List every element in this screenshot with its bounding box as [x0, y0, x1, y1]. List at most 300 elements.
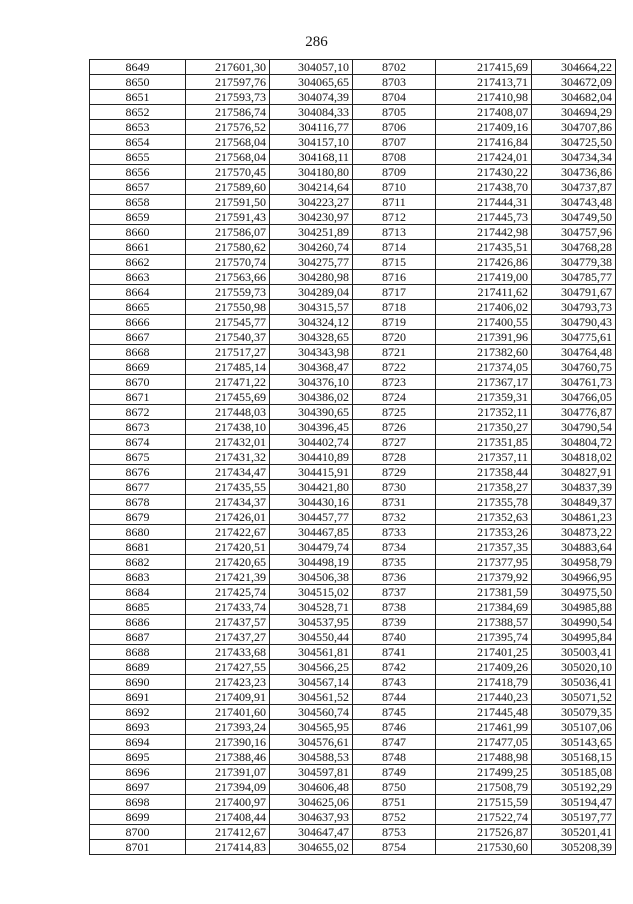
- x-coordinate-cell: 217440,23: [436, 690, 532, 705]
- y-coordinate-cell: 304793,73: [532, 300, 616, 315]
- point-number-cell: 8666: [90, 315, 186, 330]
- table-row: [90, 690, 616, 705]
- y-coordinate-cell: 305071,52: [532, 690, 616, 705]
- y-coordinate-cell: 304467,85: [270, 525, 353, 540]
- x-coordinate-cell: 217586,07: [186, 225, 270, 240]
- point-number-cell: 8698: [90, 795, 186, 810]
- point-number-cell: 8711: [353, 195, 436, 210]
- y-coordinate-cell: 304655,02: [270, 840, 353, 855]
- y-coordinate-cell: 304682,04: [532, 90, 616, 105]
- x-coordinate-cell: 217426,86: [436, 255, 532, 270]
- y-coordinate-cell: 304343,98: [270, 345, 353, 360]
- point-number-cell: 8691: [90, 690, 186, 705]
- point-number-cell: 8701: [90, 840, 186, 855]
- point-number-cell: 8663: [90, 270, 186, 285]
- point-number-cell: 8649: [90, 60, 186, 75]
- y-coordinate-cell: 304804,72: [532, 435, 616, 450]
- table-row: [90, 360, 616, 375]
- x-coordinate-cell: 217438,10: [186, 420, 270, 435]
- x-coordinate-cell: 217437,27: [186, 630, 270, 645]
- point-number-cell: 8720: [353, 330, 436, 345]
- y-coordinate-cell: 304664,22: [532, 60, 616, 75]
- point-number-cell: 8672: [90, 405, 186, 420]
- x-coordinate-cell: 217388,46: [186, 750, 270, 765]
- y-coordinate-cell: 304561,81: [270, 645, 353, 660]
- x-coordinate-cell: 217425,74: [186, 585, 270, 600]
- y-coordinate-cell: 304743,48: [532, 195, 616, 210]
- x-coordinate-cell: 217426,01: [186, 510, 270, 525]
- y-coordinate-cell: 304324,12: [270, 315, 353, 330]
- table-row: [90, 765, 616, 780]
- x-coordinate-cell: 217388,57: [436, 615, 532, 630]
- table-row: [90, 405, 616, 420]
- y-coordinate-cell: 304647,47: [270, 825, 353, 840]
- y-coordinate-cell: 304223,27: [270, 195, 353, 210]
- x-coordinate-cell: 217413,71: [436, 75, 532, 90]
- point-number-cell: 8722: [353, 360, 436, 375]
- x-coordinate-cell: 217410,98: [436, 90, 532, 105]
- point-number-cell: 8658: [90, 195, 186, 210]
- x-coordinate-cell: 217570,74: [186, 255, 270, 270]
- point-number-cell: 8731: [353, 495, 436, 510]
- x-coordinate-cell: 217432,01: [186, 435, 270, 450]
- point-number-cell: 8744: [353, 690, 436, 705]
- point-number-cell: 8684: [90, 585, 186, 600]
- x-coordinate-cell: 217351,85: [436, 435, 532, 450]
- x-coordinate-cell: 217488,98: [436, 750, 532, 765]
- y-coordinate-cell: 304757,96: [532, 225, 616, 240]
- point-number-cell: 8738: [353, 600, 436, 615]
- point-number-cell: 8656: [90, 165, 186, 180]
- y-coordinate-cell: 305197,77: [532, 810, 616, 825]
- y-coordinate-cell: 304768,28: [532, 240, 616, 255]
- point-number-cell: 8747: [353, 735, 436, 750]
- x-coordinate-cell: 217381,59: [436, 585, 532, 600]
- x-coordinate-cell: 217601,30: [186, 60, 270, 75]
- table-row: [90, 435, 616, 450]
- x-coordinate-cell: 217382,60: [436, 345, 532, 360]
- point-number-cell: 8678: [90, 495, 186, 510]
- point-number-cell: 8683: [90, 570, 186, 585]
- point-number-cell: 8669: [90, 360, 186, 375]
- point-number-cell: 8739: [353, 615, 436, 630]
- table-row: [90, 75, 616, 90]
- y-coordinate-cell: 304737,87: [532, 180, 616, 195]
- point-number-cell: 8723: [353, 375, 436, 390]
- point-number-cell: 8673: [90, 420, 186, 435]
- table-row: [90, 810, 616, 825]
- y-coordinate-cell: 304315,57: [270, 300, 353, 315]
- x-coordinate-cell: 217508,79: [436, 780, 532, 795]
- x-coordinate-cell: 217530,60: [436, 840, 532, 855]
- point-number-cell: 8709: [353, 165, 436, 180]
- page-number: 286: [305, 34, 328, 50]
- y-coordinate-cell: 304749,50: [532, 210, 616, 225]
- x-coordinate-cell: 217401,25: [436, 645, 532, 660]
- point-number-cell: 8721: [353, 345, 436, 360]
- x-coordinate-cell: 217445,48: [436, 705, 532, 720]
- y-coordinate-cell: 304275,77: [270, 255, 353, 270]
- x-coordinate-cell: 217563,66: [186, 270, 270, 285]
- point-number-cell: 8725: [353, 405, 436, 420]
- y-coordinate-cell: 304785,77: [532, 270, 616, 285]
- point-number-cell: 8667: [90, 330, 186, 345]
- x-coordinate-cell: 217412,67: [186, 825, 270, 840]
- x-coordinate-cell: 217437,57: [186, 615, 270, 630]
- table-row: [90, 135, 616, 150]
- y-coordinate-cell: 304537,95: [270, 615, 353, 630]
- x-coordinate-cell: 217442,98: [436, 225, 532, 240]
- point-number-cell: 8743: [353, 675, 436, 690]
- y-coordinate-cell: 305107,06: [532, 720, 616, 735]
- y-coordinate-cell: 304402,74: [270, 435, 353, 450]
- y-coordinate-cell: 304588,53: [270, 750, 353, 765]
- point-number-cell: 8748: [353, 750, 436, 765]
- table-row: [90, 60, 616, 75]
- table-row: [90, 660, 616, 675]
- x-coordinate-cell: 217424,01: [436, 150, 532, 165]
- y-coordinate-cell: 304421,80: [270, 480, 353, 495]
- point-number-cell: 8699: [90, 810, 186, 825]
- x-coordinate-cell: 217408,44: [186, 810, 270, 825]
- point-number-cell: 8659: [90, 210, 186, 225]
- point-number-cell: 8703: [353, 75, 436, 90]
- point-number-cell: 8700: [90, 825, 186, 840]
- x-coordinate-cell: 217517,27: [186, 345, 270, 360]
- table-row: [90, 570, 616, 585]
- table-row: [90, 555, 616, 570]
- x-coordinate-cell: 217395,74: [436, 630, 532, 645]
- y-coordinate-cell: 304214,64: [270, 180, 353, 195]
- x-coordinate-cell: 217570,45: [186, 165, 270, 180]
- x-coordinate-cell: 217355,78: [436, 495, 532, 510]
- x-coordinate-cell: 217580,62: [186, 240, 270, 255]
- table-row: [90, 300, 616, 315]
- x-coordinate-cell: 217350,27: [436, 420, 532, 435]
- x-coordinate-cell: 217433,74: [186, 600, 270, 615]
- point-number-cell: 8686: [90, 615, 186, 630]
- point-number-cell: 8707: [353, 135, 436, 150]
- point-number-cell: 8702: [353, 60, 436, 75]
- point-number-cell: 8751: [353, 795, 436, 810]
- point-number-cell: 8697: [90, 780, 186, 795]
- coordinates-table: [89, 59, 616, 855]
- y-coordinate-cell: 304736,86: [532, 165, 616, 180]
- x-coordinate-cell: 217427,55: [186, 660, 270, 675]
- x-coordinate-cell: 217411,62: [436, 285, 532, 300]
- x-coordinate-cell: 217377,95: [436, 555, 532, 570]
- point-number-cell: 8694: [90, 735, 186, 750]
- x-coordinate-cell: 217419,00: [436, 270, 532, 285]
- point-number-cell: 8706: [353, 120, 436, 135]
- y-coordinate-cell: 304637,93: [270, 810, 353, 825]
- table-row: [90, 255, 616, 270]
- point-number-cell: 8668: [90, 345, 186, 360]
- y-coordinate-cell: 304506,38: [270, 570, 353, 585]
- y-coordinate-cell: 304818,02: [532, 450, 616, 465]
- x-coordinate-cell: 217435,55: [186, 480, 270, 495]
- y-coordinate-cell: 305192,29: [532, 780, 616, 795]
- point-number-cell: 8712: [353, 210, 436, 225]
- x-coordinate-cell: 217409,91: [186, 690, 270, 705]
- point-number-cell: 8752: [353, 810, 436, 825]
- y-coordinate-cell: 305079,35: [532, 705, 616, 720]
- x-coordinate-cell: 217390,16: [186, 735, 270, 750]
- y-coordinate-cell: 304561,52: [270, 690, 353, 705]
- x-coordinate-cell: 217593,73: [186, 90, 270, 105]
- table-row: [90, 795, 616, 810]
- point-number-cell: 8695: [90, 750, 186, 765]
- table-row: [90, 105, 616, 120]
- table-row: [90, 735, 616, 750]
- table-row: [90, 540, 616, 555]
- y-coordinate-cell: 305201,41: [532, 825, 616, 840]
- y-coordinate-cell: 304966,95: [532, 570, 616, 585]
- point-number-cell: 8651: [90, 90, 186, 105]
- point-number-cell: 8705: [353, 105, 436, 120]
- x-coordinate-cell: 217384,69: [436, 600, 532, 615]
- y-coordinate-cell: 304498,19: [270, 555, 353, 570]
- point-number-cell: 8750: [353, 780, 436, 795]
- point-number-cell: 8713: [353, 225, 436, 240]
- y-coordinate-cell: 304116,77: [270, 120, 353, 135]
- x-coordinate-cell: 217406,02: [436, 300, 532, 315]
- y-coordinate-cell: 305168,15: [532, 750, 616, 765]
- x-coordinate-cell: 217435,51: [436, 240, 532, 255]
- point-number-cell: 8730: [353, 480, 436, 495]
- y-coordinate-cell: 304515,02: [270, 585, 353, 600]
- x-coordinate-cell: 217421,39: [186, 570, 270, 585]
- y-coordinate-cell: 304761,73: [532, 375, 616, 390]
- table-row: [90, 615, 616, 630]
- x-coordinate-cell: 217401,60: [186, 705, 270, 720]
- y-coordinate-cell: 304280,98: [270, 270, 353, 285]
- y-coordinate-cell: 304837,39: [532, 480, 616, 495]
- y-coordinate-cell: 304779,38: [532, 255, 616, 270]
- coordinates-table-body: [90, 60, 616, 855]
- point-number-cell: 8679: [90, 510, 186, 525]
- x-coordinate-cell: 217400,97: [186, 795, 270, 810]
- table-row: [90, 495, 616, 510]
- x-coordinate-cell: 217448,03: [186, 405, 270, 420]
- y-coordinate-cell: 304776,87: [532, 405, 616, 420]
- x-coordinate-cell: 217415,69: [436, 60, 532, 75]
- point-number-cell: 8650: [90, 75, 186, 90]
- y-coordinate-cell: 304760,75: [532, 360, 616, 375]
- y-coordinate-cell: 305143,65: [532, 735, 616, 750]
- x-coordinate-cell: 217430,22: [436, 165, 532, 180]
- table-row: [90, 630, 616, 645]
- x-coordinate-cell: 217359,31: [436, 390, 532, 405]
- x-coordinate-cell: 217400,55: [436, 315, 532, 330]
- y-coordinate-cell: 304390,65: [270, 405, 353, 420]
- y-coordinate-cell: 304430,16: [270, 495, 353, 510]
- table-row: [90, 780, 616, 795]
- table-row: [90, 195, 616, 210]
- y-coordinate-cell: 304479,74: [270, 540, 353, 555]
- x-coordinate-cell: 217438,70: [436, 180, 532, 195]
- x-coordinate-cell: 217391,96: [436, 330, 532, 345]
- y-coordinate-cell: 304157,10: [270, 135, 353, 150]
- x-coordinate-cell: 217433,68: [186, 645, 270, 660]
- point-number-cell: 8724: [353, 390, 436, 405]
- table-row: [90, 420, 616, 435]
- y-coordinate-cell: 304790,43: [532, 315, 616, 330]
- y-coordinate-cell: 305194,47: [532, 795, 616, 810]
- y-coordinate-cell: 304410,89: [270, 450, 353, 465]
- y-coordinate-cell: 304873,22: [532, 525, 616, 540]
- y-coordinate-cell: 304251,89: [270, 225, 353, 240]
- x-coordinate-cell: 217461,99: [436, 720, 532, 735]
- table-row: [90, 240, 616, 255]
- y-coordinate-cell: 304566,25: [270, 660, 353, 675]
- table-row: [90, 150, 616, 165]
- point-number-cell: 8696: [90, 765, 186, 780]
- y-coordinate-cell: 304883,64: [532, 540, 616, 555]
- x-coordinate-cell: 217418,79: [436, 675, 532, 690]
- point-number-cell: 8657: [90, 180, 186, 195]
- y-coordinate-cell: 304861,23: [532, 510, 616, 525]
- x-coordinate-cell: 217545,77: [186, 315, 270, 330]
- y-coordinate-cell: 304289,04: [270, 285, 353, 300]
- point-number-cell: 8716: [353, 270, 436, 285]
- point-number-cell: 8687: [90, 630, 186, 645]
- x-coordinate-cell: 217591,43: [186, 210, 270, 225]
- point-number-cell: 8745: [353, 705, 436, 720]
- point-number-cell: 8682: [90, 555, 186, 570]
- point-number-cell: 8676: [90, 465, 186, 480]
- table-row: [90, 525, 616, 540]
- point-number-cell: 8728: [353, 450, 436, 465]
- point-number-cell: 8729: [353, 465, 436, 480]
- y-coordinate-cell: 304990,54: [532, 615, 616, 630]
- point-number-cell: 8714: [353, 240, 436, 255]
- point-number-cell: 8670: [90, 375, 186, 390]
- y-coordinate-cell: 304368,47: [270, 360, 353, 375]
- x-coordinate-cell: 217499,25: [436, 765, 532, 780]
- x-coordinate-cell: 217422,67: [186, 525, 270, 540]
- y-coordinate-cell: 304827,91: [532, 465, 616, 480]
- table-row: [90, 270, 616, 285]
- table-row: [90, 285, 616, 300]
- table-row: [90, 510, 616, 525]
- table-row: [90, 90, 616, 105]
- table-row: [90, 675, 616, 690]
- table-row: [90, 585, 616, 600]
- y-coordinate-cell: 304775,61: [532, 330, 616, 345]
- point-number-cell: 8680: [90, 525, 186, 540]
- x-coordinate-cell: 217423,23: [186, 675, 270, 690]
- x-coordinate-cell: 217394,09: [186, 780, 270, 795]
- y-coordinate-cell: 304597,81: [270, 765, 353, 780]
- table-row: [90, 705, 616, 720]
- point-number-cell: 8746: [353, 720, 436, 735]
- y-coordinate-cell: 304396,45: [270, 420, 353, 435]
- point-number-cell: 8732: [353, 510, 436, 525]
- y-coordinate-cell: 304764,48: [532, 345, 616, 360]
- point-number-cell: 8741: [353, 645, 436, 660]
- x-coordinate-cell: 217358,44: [436, 465, 532, 480]
- point-number-cell: 8662: [90, 255, 186, 270]
- y-coordinate-cell: 304995,84: [532, 630, 616, 645]
- y-coordinate-cell: 305208,39: [532, 840, 616, 855]
- y-coordinate-cell: 304985,88: [532, 600, 616, 615]
- table-row: [90, 375, 616, 390]
- x-coordinate-cell: 217559,73: [186, 285, 270, 300]
- x-coordinate-cell: 217445,73: [436, 210, 532, 225]
- y-coordinate-cell: 304958,79: [532, 555, 616, 570]
- table-row: [90, 720, 616, 735]
- y-coordinate-cell: 304415,91: [270, 465, 353, 480]
- y-coordinate-cell: 304457,77: [270, 510, 353, 525]
- x-coordinate-cell: 217434,47: [186, 465, 270, 480]
- point-number-cell: 8693: [90, 720, 186, 735]
- point-number-cell: 8734: [353, 540, 436, 555]
- y-coordinate-cell: 304576,61: [270, 735, 353, 750]
- point-number-cell: 8671: [90, 390, 186, 405]
- table-row: [90, 180, 616, 195]
- table-row: [90, 840, 616, 855]
- x-coordinate-cell: 217515,59: [436, 795, 532, 810]
- y-coordinate-cell: 304694,29: [532, 105, 616, 120]
- x-coordinate-cell: 217471,22: [186, 375, 270, 390]
- point-number-cell: 8753: [353, 825, 436, 840]
- x-coordinate-cell: 217477,05: [436, 735, 532, 750]
- point-number-cell: 8675: [90, 450, 186, 465]
- point-number-cell: 8655: [90, 150, 186, 165]
- table-row: [90, 120, 616, 135]
- x-coordinate-cell: 217526,87: [436, 825, 532, 840]
- point-number-cell: 8652: [90, 105, 186, 120]
- y-coordinate-cell: 304849,37: [532, 495, 616, 510]
- x-coordinate-cell: 217586,74: [186, 105, 270, 120]
- x-coordinate-cell: 217379,92: [436, 570, 532, 585]
- point-number-cell: 8735: [353, 555, 436, 570]
- table-row: [90, 165, 616, 180]
- x-coordinate-cell: 217434,37: [186, 495, 270, 510]
- y-coordinate-cell: 304328,65: [270, 330, 353, 345]
- y-coordinate-cell: 304528,71: [270, 600, 353, 615]
- y-coordinate-cell: 304084,33: [270, 105, 353, 120]
- point-number-cell: 8690: [90, 675, 186, 690]
- point-number-cell: 8653: [90, 120, 186, 135]
- y-coordinate-cell: 305185,08: [532, 765, 616, 780]
- point-number-cell: 8677: [90, 480, 186, 495]
- point-number-cell: 8749: [353, 765, 436, 780]
- x-coordinate-cell: 217393,24: [186, 720, 270, 735]
- point-number-cell: 8681: [90, 540, 186, 555]
- point-number-cell: 8736: [353, 570, 436, 585]
- y-coordinate-cell: 305003,41: [532, 645, 616, 660]
- x-coordinate-cell: 217391,07: [186, 765, 270, 780]
- x-coordinate-cell: 217568,04: [186, 135, 270, 150]
- point-number-cell: 8710: [353, 180, 436, 195]
- x-coordinate-cell: 217591,50: [186, 195, 270, 210]
- point-number-cell: 8685: [90, 600, 186, 615]
- point-number-cell: 8727: [353, 435, 436, 450]
- x-coordinate-cell: 217455,69: [186, 390, 270, 405]
- y-coordinate-cell: 304790,54: [532, 420, 616, 435]
- y-coordinate-cell: 304260,74: [270, 240, 353, 255]
- x-coordinate-cell: 217367,17: [436, 375, 532, 390]
- x-coordinate-cell: 217352,11: [436, 405, 532, 420]
- y-coordinate-cell: 304376,10: [270, 375, 353, 390]
- point-number-cell: 8708: [353, 150, 436, 165]
- y-coordinate-cell: 304766,05: [532, 390, 616, 405]
- x-coordinate-cell: 217589,60: [186, 180, 270, 195]
- y-coordinate-cell: 304672,09: [532, 75, 616, 90]
- y-coordinate-cell: 304168,11: [270, 150, 353, 165]
